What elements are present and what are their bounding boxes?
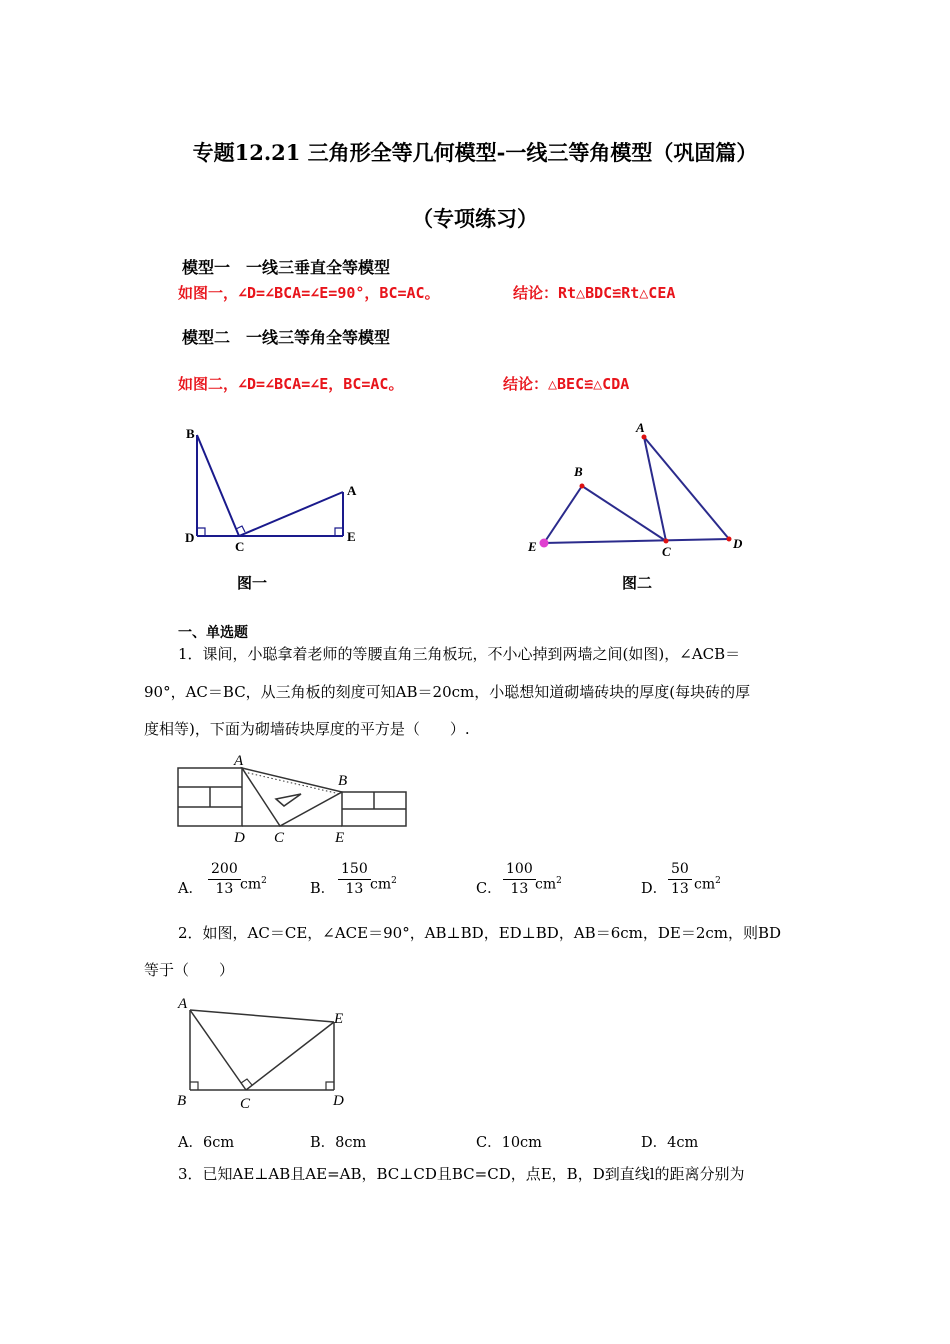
- q1-option-c-fraction[interactable]: [503, 861, 536, 899]
- fig2-segment-ed: [544, 539, 729, 543]
- q2-fig-label-b: B: [177, 1093, 187, 1109]
- figure-two-caption: 图二: [622, 574, 653, 592]
- page-subtitle: （专项练习）: [412, 206, 538, 231]
- q1-option-d-unit: $cm^2$: [694, 876, 721, 893]
- q1-option-b-fraction[interactable]: [338, 861, 371, 899]
- q1-option-d-den: 13: [671, 881, 689, 897]
- q2-option-a[interactable]: A．6cm: [178, 1135, 235, 1151]
- fig1-right-angle-d: [197, 528, 205, 536]
- q2-fig-label-a: A: [178, 996, 188, 1012]
- q1-option-b-unit: $cm^2$: [370, 876, 397, 893]
- q1-set-square: [242, 768, 342, 826]
- q1-option-a-unit: $cm^2$: [240, 876, 267, 893]
- model1-heading: 模型一 一线三垂直全等模型: [182, 258, 391, 277]
- figure-one: [180, 420, 370, 560]
- fig2-segment-ca: [644, 437, 666, 541]
- fig2-label-d: D: [733, 536, 743, 551]
- q2-segment-ae: [190, 1010, 334, 1022]
- model1-conclusion: 结论：Rt△BDC≌Rt△CEA: [513, 284, 676, 302]
- fig2-point-a: [642, 435, 647, 440]
- q1-option-c-den: 13: [510, 881, 529, 897]
- fig1-segment-bc: [197, 435, 239, 536]
- fig1-label-a: A: [347, 483, 357, 498]
- model2-conclusion: 结论：△BEC≌△CDA: [503, 375, 630, 393]
- q1-fig-label-e: E: [335, 830, 345, 846]
- q2-option-b[interactable]: B．8cm: [310, 1135, 367, 1151]
- q2-option-c[interactable]: C．10cm: [476, 1135, 542, 1151]
- q1-option-c-num: 100: [503, 861, 536, 880]
- q1-fig-label-c: C: [274, 830, 285, 846]
- q2-fig-label-c: C: [240, 1096, 251, 1112]
- fig2-segment-eb: [544, 486, 582, 543]
- q2-text-line2: 等于（ ）: [144, 961, 235, 979]
- fig1-label-b: B: [186, 426, 195, 441]
- q1-fig-label-b: B: [338, 773, 348, 789]
- q3-text-line1: 3．已知AE⊥AB且AE=AB，BC⊥CD且BC=CD，点E，B，D到直线l的距离分别为: [178, 1165, 745, 1183]
- fig2-point-c: [664, 539, 669, 544]
- fig2-segment-bc: [582, 486, 666, 541]
- fig1-segment-ca: [239, 492, 343, 536]
- q2-figure: [170, 992, 360, 1114]
- fig2-label-c: C: [662, 544, 671, 559]
- figure-one-caption: 图一: [237, 574, 268, 592]
- fig1-label-c: C: [235, 539, 245, 554]
- q1-ruler-ticks: [244, 772, 340, 794]
- q2-right-angle-d: [326, 1082, 334, 1090]
- model2-heading: 模型二 一线三等角全等模型: [182, 328, 391, 347]
- q1-fig-label-d: D: [234, 830, 245, 846]
- q1-set-square-hole: [276, 794, 301, 806]
- fig2-segment-ad: [644, 437, 729, 539]
- q1-option-a-den: 13: [215, 881, 234, 897]
- q2-right-angle-b: [190, 1082, 198, 1090]
- q2-option-d[interactable]: D．4cm: [641, 1135, 699, 1151]
- fig1-label-d: D: [185, 530, 195, 545]
- q1-option-d-letter[interactable]: D．: [641, 881, 668, 897]
- q1-option-d-fraction[interactable]: [668, 861, 692, 899]
- fig2-label-b: B: [574, 464, 583, 479]
- q1-option-b-den: 13: [345, 881, 364, 897]
- q1-fig-label-a: A: [234, 753, 244, 769]
- q2-segment-ce: [246, 1022, 334, 1090]
- q2-fig-label-d: D: [333, 1093, 344, 1109]
- fig2-label-a: A: [636, 420, 645, 435]
- q1-option-c-unit: $cm^2$: [535, 876, 562, 893]
- page-title: 专题12.21 三角形全等几何模型-一线三等角模型（巩固篇）: [192, 140, 758, 165]
- q1-option-b-num: 150: [338, 861, 371, 880]
- q2-text-line1: 2．如图，AC＝CE，∠ACE＝90°，AB⊥BD，ED⊥BD，AB＝6cm，DE＝2cm，则BD: [178, 924, 782, 942]
- q1-option-a-num: 200: [208, 861, 241, 880]
- fig1-right-angle-e: [335, 528, 343, 536]
- q1-option-b-letter[interactable]: B．: [310, 881, 336, 897]
- model1-condition: 如图一，∠D=∠BCA=∠E=90°，BC=AC。: [178, 284, 440, 302]
- q1-option-c-letter[interactable]: C．: [476, 881, 502, 897]
- q1-text-line2: 90°，AC＝BC，从三角板的刻度可知AB＝20cm，小聪想知道砌墙砖块的厚度(每块砖的厚: [144, 683, 751, 701]
- fig2-point-e: [540, 539, 549, 548]
- fig2-point-d: [727, 537, 732, 542]
- fig1-label-e: E: [347, 529, 356, 544]
- fig2-label-e: E: [528, 539, 537, 554]
- q1-text-line1: 1．课间，小聪拿着老师的等腰直角三角板玩，不小心掉到两墙之间(如图)，∠ACB＝: [178, 645, 741, 663]
- q1-option-a-fraction[interactable]: [208, 861, 241, 899]
- figure-two: [520, 418, 750, 568]
- q2-segment-ac: [190, 1010, 246, 1090]
- q1-option-d-num: 50: [668, 861, 692, 880]
- section-single-choice-heading: 一、单选题: [178, 625, 248, 641]
- q1-text-line3: 度相等)，下面为砌墙砖块厚度的平方是（ ）.: [144, 720, 470, 738]
- fig2-point-b: [580, 484, 585, 489]
- q1-figure: [176, 752, 412, 848]
- model2-condition: 如图二，∠D=∠BCA=∠E，BC=AC。: [178, 375, 404, 393]
- q2-fig-label-e: E: [334, 1011, 344, 1027]
- q1-option-a-letter[interactable]: A．: [178, 881, 203, 897]
